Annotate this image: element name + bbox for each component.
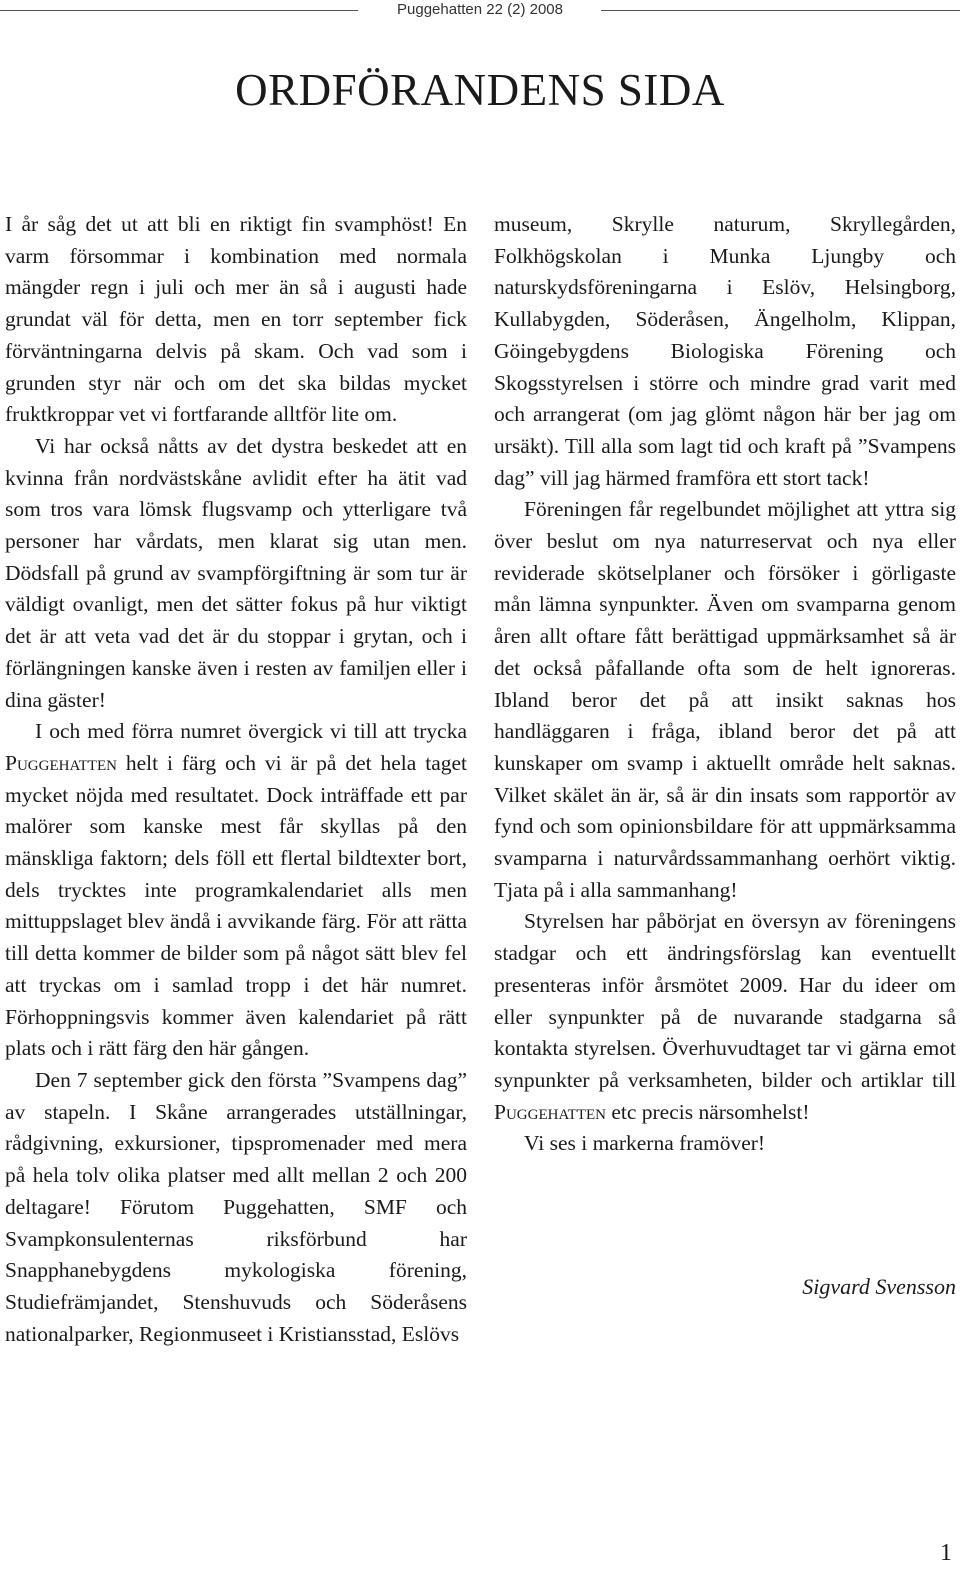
header-rule-right [601, 10, 960, 11]
paragraph-statutes-start: Styrelsen har påbörjat en översyn av föreningens stadgar och ett ändringsförslag kan eventuellt presenteras inför årsmötet 2009. Har du ideer om eller synpunkter på de nuvarande stadgarna så kontakta styrelsen. Överhuvudtaget tar vi gärna emot synpunkter på verksamheten, bilder och artiklar till [494, 909, 956, 1092]
paragraph-intro: I år såg det ut att bli en riktigt fin svamphöst! En varm försommar i kombination med normala mängder regn i juli och mer än så i augusti hade grundat väl för detta, men en torr september fick förväntningarna delvis på skam. Och vad som i grunden styr när och om det ska bildas mycket fruktkroppar vet vi fortfarande alltför lite om. [5, 212, 467, 427]
magazine-name: Puggehatten [494, 1099, 606, 1124]
right-column [494, 209, 956, 1160]
paragraph-svampens-dag-cont: museum, Skrylle naturum, Skryllegården, Folkhögskolan i Munka Ljungby och naturskydsföreningarna i Eslöv, Helsingborg, Kullabygden, Söderåsen, Ängelholm, Klippan, Göingebygdens Biologiska Förening och Skogsstyrelsen i större och mindre grad varit med och arrangerat (om jag glömt någon här ber jag om ursäkt). Till alla som lagt tid och kraft på ”Svampens dag” vill jag härmed framföra ett stort tack! [494, 212, 956, 490]
paragraph-poisoning: Vi har också nåtts av det dystra beskedet att en kvinna från nordvästskåne avlidit efter ha ätit vad som tros vara lömsk flugsvamp och ytterligare två personer har vårdats, men klarat sig utan men. Dödsfall på grund av svampförgiftning är som tur är väldigt ovanligt, men det sätter fokus på hur viktigt det är att veta vad det är du stoppar i grytan, och i förlängningen kanske även i resten av familjen eller i dina gäster! [5, 433, 467, 712]
paragraph-color-print [5, 716, 467, 1065]
paragraph-statutes [494, 906, 956, 1128]
paragraph-svampens-dag: Den 7 september gick den första ”Svampens dag” av stapeln. I Skåne arrangerades utställningar, rådgivning, exkursioner, tipspromenader med mera på hela tolv olika platser med allt mellan 2 och 200 deltagare! Förutom Puggehatten, SMF och Svampkonsulenternas riksförbund har Snapphanebygdens mykologiska förening, Studiefrämjandet, Stenshuvuds och Söderåsens nationalparker, Regionmuseet i Kristiansstad, Eslövs [5, 1067, 467, 1346]
signature: Sigvard Svensson [802, 1274, 956, 1299]
header-rule-left [0, 10, 358, 11]
left-column [5, 209, 467, 1350]
paragraph-closing: Vi ses i markerna framöver! [524, 1131, 766, 1156]
paragraph-color-print-start: I och med förra numret övergick vi till att trycka [35, 719, 467, 744]
page-number: 1 [940, 1540, 952, 1566]
running-title: Puggehatten 22 (2) 2008 [397, 1, 563, 18]
running-header [0, 0, 960, 22]
paragraph-color-print-end: helt i färg och vi är på det hela taget mycket nöjda med resultatet. Dock inträffade ett par malörer som kanske mest får skyllas på den mänskliga faktorn; dels föll ett flertal bildtexter bort, dels trycktes inte programkalendariet alls men mittuppslaget blev ändå i avvikande färg. För att rätta till detta kommer de bilder som på något sätt blev fel att tryckas om i samlad tropp i det här numret. Förhoppningsvis kommer även kalendariet på rätt plats och i rätt färg den här gången. [5, 750, 468, 1061]
paragraph-nature-reserves: Föreningen får regelbundet möjlighet att yttra sig över beslut om nya naturreservat och nya eller reviderade skötselplaner och försöker i görligaste mån lämna synpunkter. Även om svamparna genom åren allt oftare fått berättigad uppmärksamhet så är det också påfallande ofta som de helt ignoreras. Ibland beror det på att insikt saknas hos handläggaren i fråga, ibland beror det på att kunskaper om svamp i aktuellt område helt saknas. Vilket skälet än är, så är din insats som rapportör av fynd och som opinionsbildare för att uppmärksamma svamparna i naturvårdssammanhang oerhört viktig. Tjata på i alla sammanhang! [494, 497, 956, 902]
magazine-name: Puggehatten [5, 750, 117, 775]
page-title: ORDFÖRANDENS SIDA [235, 65, 725, 115]
paragraph-statutes-end: etc precis närsomhelst! [611, 1099, 810, 1124]
